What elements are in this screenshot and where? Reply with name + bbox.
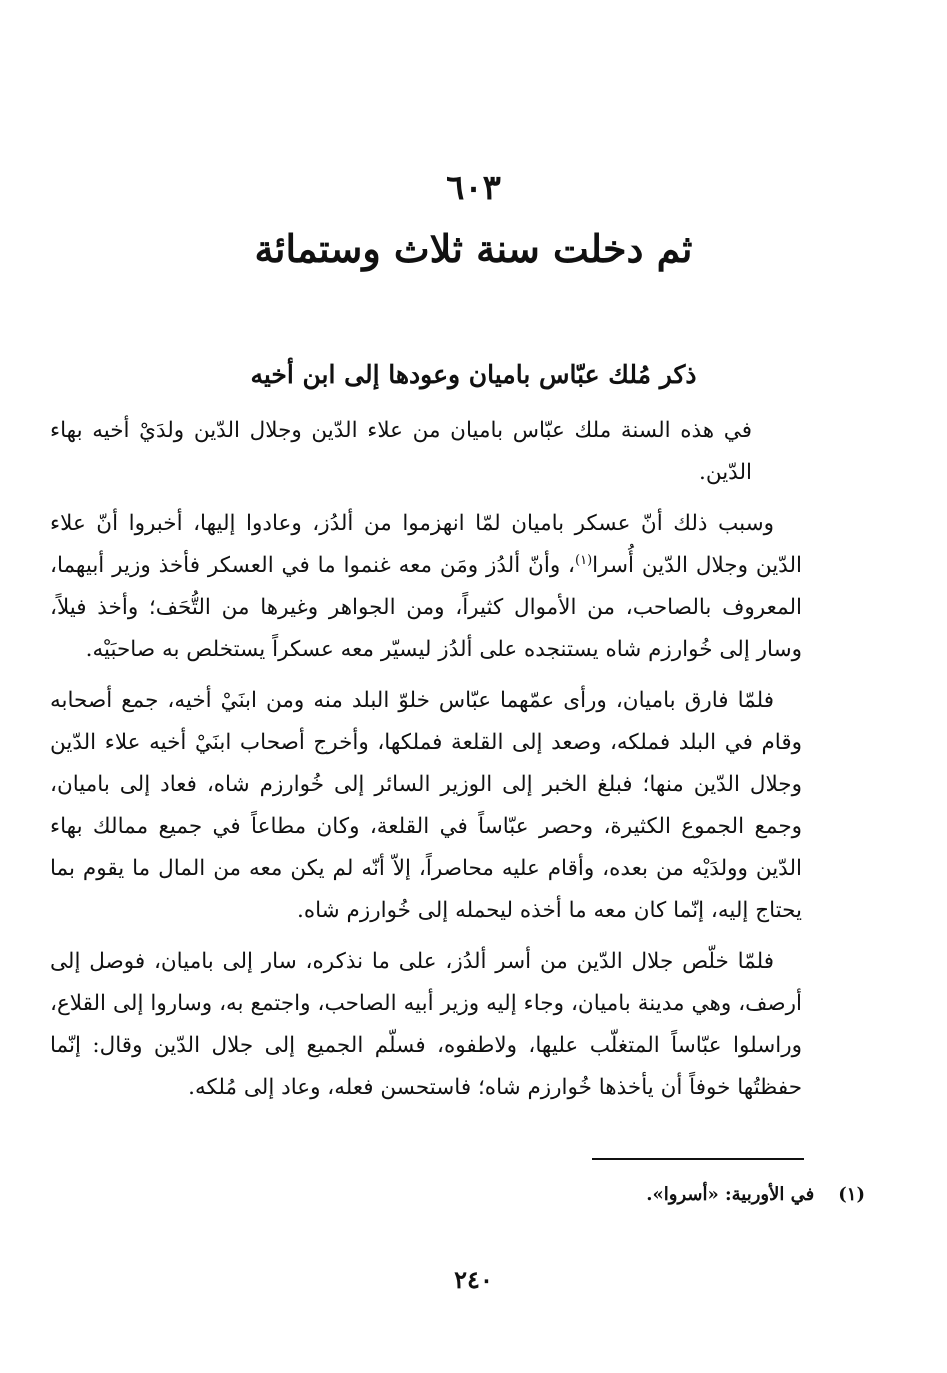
section-heading: ذكر مُلك عبّاس باميان وعودها إلى ابن أخيه (250, 360, 697, 389)
paragraph-2-part-b: ، وأنّ ألدُز ومَن معه غنموا ما في العسكر فأخذ وزير أبيهما، المعروف بالصاحب، من الأموال كثيراً، ومن الجواهر وغيرها من التُّحَف؛ وأخذ فيلاً، وسار إلى خُوارزم شاه يستنجده على ألدُز ليسيّر معه عسكراً يستخلص به صاحبَيْه. (50, 553, 802, 662)
page-number: ٢٤٠ (454, 1265, 493, 1294)
body-text (50, 410, 802, 1118)
year-number: ٦٠٣ (446, 168, 501, 208)
footnote-divider (592, 1158, 804, 1160)
footnote (50, 1180, 865, 1210)
paragraph-1: في هذه السنة ملك عبّاس باميان من علاء الدّين وجلال الدّين ولدَيْ أخيه بهاء الدّين. (50, 418, 752, 485)
footnote-number: (١) (838, 1184, 865, 1205)
paragraph-4: فلمّا خلّص جلال الدّين من أسر ألدُز، على ما نذكره، سار إلى باميان، فوصل إلى أرصف، وهي مدينة باميان، وجاء إليه وزير أبيه الصاحب، واجتمع به، وساروا إلى القلاع، وراسلوا عبّاساً المتغلّب عليها، ولاطفوه، فسلّم الجميع إلى جلال الدّين وقال: إنّما حفظتُها خوفاً أن يأخذها خُوارزم شاه؛ فاستحسن فعله، وعاد إلى مُلكه. (50, 949, 802, 1100)
paragraph-3: فلمّا فارق باميان، ورأى عمّهما عبّاس خلوّ البلد منه ومن ابنَيْ أخيه، جمع أصحابه وقام في البلد فملكه، وصعد إلى القلعة فملكها، وأخرج أصحاب ابنَيْ أخيه علاء الدّين وجلال الدّين منها؛ فبلغ الخبر إلى الوزير السائر إلى خُوارزم شاه، فعاد إلى باميان، وجمع الجموع الكثيرة، وحصر عبّاساً في القلعة، وكان مطاعاً في جميع ممالك بهاء الدّين وولدَيْه من بعده، وأقام عليه محاصراً، إلاّ أنّه لم يكن معه من المال ما يقوم بما يحتاج إليه، إنّما كان معه ما أخذه ليحمله إلى خُوارزم شاه. (50, 688, 802, 923)
paragraph-2 (50, 503, 802, 671)
page-title: ثم دخلت سنة ثلاث وستمائة (254, 226, 693, 271)
footnote-reference: (١) (575, 552, 593, 568)
footnote-text: في الأوربية: «أسروا». (646, 1184, 815, 1205)
paragraph-2-part-a: وسبب ذلك أنّ عسكر باميان لمّا انهزموا من ألدُز، وعادوا إليها، أخبروا أنّ علاء الدّين وجلال الدّين أُسرا (50, 511, 802, 578)
